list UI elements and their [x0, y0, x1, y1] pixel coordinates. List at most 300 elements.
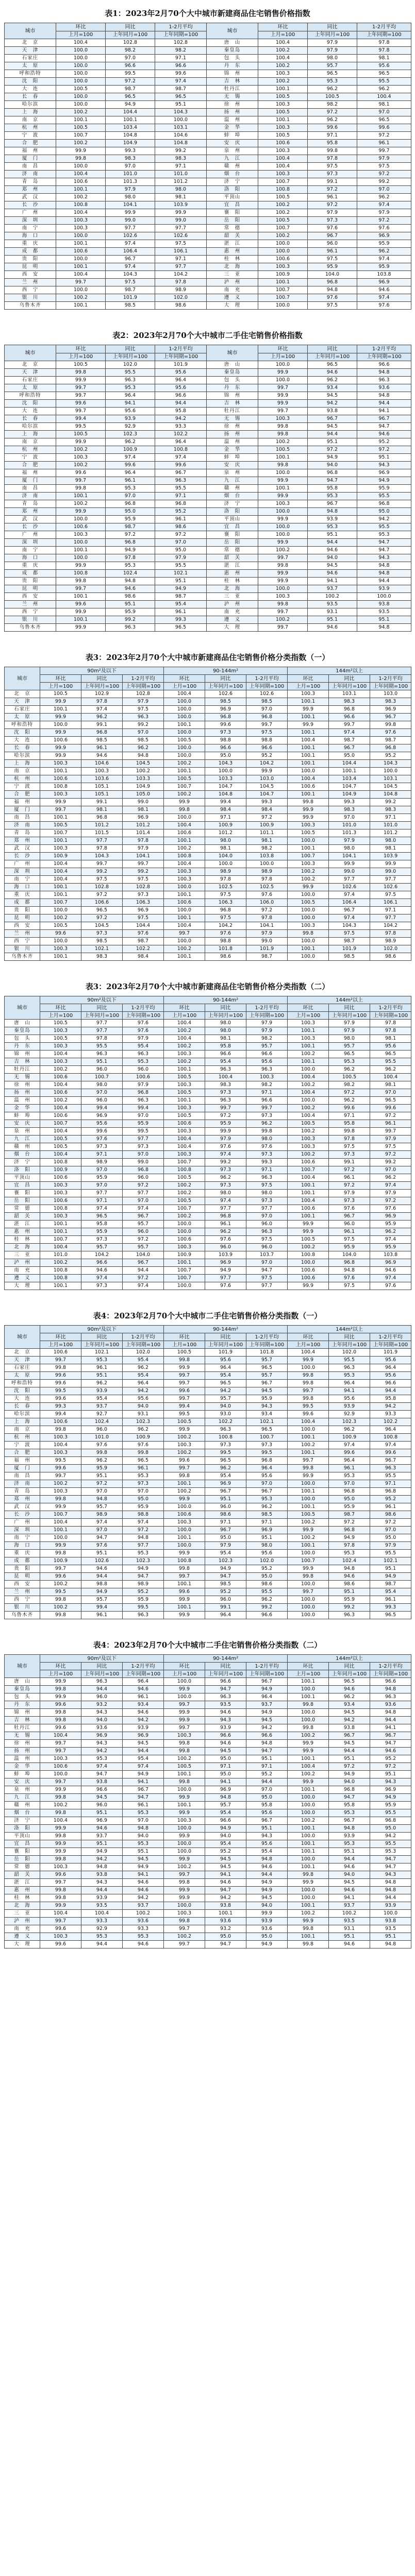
header-base-avg: 上年同期=100 — [357, 31, 411, 39]
value-cell: 96.0 — [81, 1693, 123, 1701]
table-row — [5, 907, 411, 914]
value-cell: 100.0 — [288, 953, 329, 961]
value-cell: 97.0 — [357, 186, 411, 194]
value-cell: 102.9 — [81, 690, 123, 698]
value-cell: 97.8 — [370, 1027, 411, 1035]
header-metric: 环比 — [164, 675, 205, 683]
index-table — [4, 667, 411, 961]
header-size-group: 90-144m² — [164, 667, 288, 675]
city-cell: 泸 州 — [5, 1918, 40, 1925]
header-metric: 1-2月平均 — [123, 1663, 164, 1670]
value-cell: 100.1 — [56, 263, 106, 271]
value-cell: 100.2 — [56, 109, 106, 116]
value-cell: 100.0 — [288, 1802, 329, 1809]
value-cell: 100.5 — [329, 1074, 370, 1081]
value-cell: 97.4 — [81, 1519, 123, 1527]
value-cell: 100.6 — [56, 248, 106, 256]
value-cell: 96.7 — [205, 1527, 246, 1534]
header-metric: 1-2月平均 — [370, 1333, 411, 1341]
city-cell: 泸 州 — [207, 279, 258, 286]
value-cell: 100.8 — [164, 1166, 205, 1174]
table-row — [5, 547, 411, 554]
value-cell: 97.9 — [329, 1027, 370, 1035]
value-cell: 94.0 — [329, 1871, 370, 1879]
value-cell: 100.3 — [164, 1519, 205, 1527]
value-cell: 98.7 — [155, 593, 207, 601]
header-metric: 同比 — [329, 1663, 370, 1670]
table-row — [5, 1748, 411, 1755]
value-cell: 96.2 — [370, 1174, 411, 1182]
value-cell: 96.9 — [123, 814, 164, 822]
value-cell: 106.3 — [123, 899, 164, 907]
value-cell: 99.3 — [370, 1604, 411, 1612]
table-row — [5, 845, 411, 853]
value-cell: 96.6 — [205, 744, 246, 752]
value-cell: 100.0 — [288, 1259, 329, 1267]
city-cell: 深 圳 — [5, 868, 40, 876]
value-cell: 95.5 — [106, 369, 155, 377]
value-cell: 97.0 — [81, 1182, 123, 1190]
value-cell: 101.0 — [370, 822, 411, 829]
value-cell: 93.9 — [357, 585, 411, 593]
value-cell: 97.2 — [329, 1166, 370, 1174]
city-cell: 吉 林 — [5, 1058, 40, 1066]
value-cell: 99.7 — [164, 1395, 205, 1403]
value-cell: 97.3 — [81, 1143, 123, 1151]
value-cell: 100.3 — [258, 101, 308, 109]
table-row — [5, 1380, 411, 1387]
table-title: 表3：2023年2月70个大中城市新建商品住宅销售价格分类指数（二） — [85, 982, 330, 991]
value-cell: 93.9 — [329, 1833, 370, 1840]
city-cell: 烟 台 — [5, 1809, 40, 1817]
value-cell: 100.4 — [40, 1151, 81, 1159]
value-cell: 94.1 — [205, 1871, 246, 1879]
header-size-group: 144m²以上 — [288, 1655, 411, 1663]
value-cell: 102.1 — [81, 1349, 123, 1357]
value-cell: 99.8 — [40, 1612, 81, 1619]
value-cell: 97.0 — [81, 1527, 123, 1534]
header-metric: 1-2月平均 — [246, 675, 288, 683]
value-cell: 104.4 — [329, 760, 370, 768]
value-cell: 96.7 — [329, 744, 370, 752]
value-cell: 100.0 — [258, 469, 308, 477]
city-cell: 太 原 — [5, 384, 56, 392]
value-cell: 97.9 — [106, 186, 155, 194]
city-cell: 西 安 — [5, 271, 56, 279]
value-cell: 94.7 — [246, 1267, 288, 1275]
value-cell: 100.0 — [288, 1887, 329, 1894]
value-cell: 100.4 — [288, 1174, 329, 1182]
value-cell: 98.0 — [329, 1035, 370, 1043]
value-cell: 97.4 — [123, 1519, 164, 1527]
value-cell: 96.7 — [308, 500, 357, 508]
value-cell: 95.3 — [81, 1357, 123, 1364]
value-cell: 104.2 — [81, 1251, 123, 1259]
value-cell: 93.8 — [370, 1918, 411, 1925]
value-cell: 99.9 — [288, 1748, 329, 1755]
value-cell: 93.5 — [308, 601, 357, 608]
value-cell: 99.9 — [56, 624, 106, 632]
value-cell: 102.8 — [123, 690, 164, 698]
value-cell: 97.1 — [246, 1519, 288, 1527]
table-row — [5, 853, 411, 860]
value-cell: 100.5 — [258, 132, 308, 140]
value-cell: 95.6 — [246, 1550, 288, 1557]
value-cell: 106.3 — [205, 899, 246, 907]
value-cell: 100.2 — [288, 1442, 329, 1449]
value-cell: 97.9 — [357, 209, 411, 217]
value-cell: 100.1 — [164, 1534, 205, 1542]
header-metric: 环比 — [288, 1333, 329, 1341]
value-cell: 95.5 — [81, 1043, 123, 1050]
value-cell: 95.5 — [370, 1809, 411, 1817]
value-cell: 96.6 — [81, 1259, 123, 1267]
value-cell: 95.0 — [205, 1534, 246, 1542]
value-cell: 97.8 — [155, 279, 207, 286]
value-cell: 100.6 — [40, 1197, 81, 1205]
value-cell: 96.0 — [246, 1221, 288, 1228]
value-cell: 96.0 — [123, 1066, 164, 1074]
value-cell: 96.8 — [246, 714, 288, 721]
value-cell: 95.1 — [357, 454, 411, 462]
value-cell: 96.1 — [329, 1174, 370, 1182]
value-cell: 99.8 — [258, 423, 308, 431]
table-row — [5, 1205, 411, 1213]
value-cell: 99.5 — [40, 1387, 81, 1395]
value-cell: 97.4 — [123, 1282, 164, 1290]
table-row — [5, 1182, 411, 1190]
value-cell: 93.9 — [205, 1724, 246, 1732]
city-cell: 贵 阳 — [5, 907, 40, 914]
value-cell: 97.6 — [205, 930, 246, 938]
value-cell: 101.0 — [106, 171, 155, 178]
table-title: 表2：2023年2月70个大中城市二手住宅销售价格指数 — [112, 331, 303, 340]
table-row — [5, 101, 411, 109]
value-cell: 97.0 — [81, 1488, 123, 1496]
value-cell: 95.1 — [155, 101, 207, 109]
value-cell: 94.8 — [81, 1863, 123, 1871]
city-cell: 烟 台 — [207, 171, 258, 178]
value-cell: 97.2 — [370, 1763, 411, 1771]
value-cell: 96.5 — [246, 1364, 288, 1372]
value-cell: 96.9 — [205, 706, 246, 714]
table-row — [5, 1565, 411, 1573]
value-cell: 94.5 — [123, 1740, 164, 1748]
table-row — [5, 1411, 411, 1418]
value-cell: 98.2 — [246, 1081, 288, 1089]
value-cell: 95.9 — [123, 1596, 164, 1604]
value-cell: 99.8 — [40, 1364, 81, 1372]
table-row — [5, 690, 411, 698]
value-cell: 97.8 — [106, 554, 155, 562]
value-cell: 98.8 — [246, 737, 288, 744]
value-cell: 97.4 — [81, 1275, 123, 1282]
index-table — [4, 23, 411, 310]
value-cell: 100.1 — [288, 1678, 329, 1686]
value-cell: 94.9 — [123, 1863, 164, 1871]
value-cell: 100.3 — [40, 1213, 81, 1221]
value-cell: 102.8 — [81, 884, 123, 891]
value-cell: 96.4 — [155, 377, 207, 384]
header-base: 上年同月=100 — [329, 1012, 370, 1020]
header-metric: 环比 — [164, 1004, 205, 1012]
value-cell: 95.7 — [81, 1244, 123, 1251]
city-cell: 南 昌 — [5, 1472, 40, 1480]
value-cell: 97.5 — [123, 706, 164, 714]
value-cell: 94.6 — [205, 1740, 246, 1748]
value-cell: 100.0 — [288, 914, 329, 922]
city-cell: 洛 阳 — [5, 1166, 40, 1174]
table-row — [5, 562, 411, 570]
value-cell: 102.0 — [123, 1349, 164, 1357]
value-cell: 98.8 — [205, 737, 246, 744]
value-cell: 97.3 — [246, 1197, 288, 1205]
table-row — [5, 1159, 411, 1166]
value-cell: 99.6 — [40, 1380, 81, 1387]
header-base: 上年同期=100 — [246, 1670, 288, 1678]
value-cell: 100.4 — [40, 1519, 81, 1527]
value-cell: 102.2 — [205, 1418, 246, 1426]
value-cell: 98.7 — [123, 938, 164, 945]
city-cell: 广 州 — [5, 1519, 40, 1527]
value-cell: 94.6 — [81, 1267, 123, 1275]
value-cell: 97.1 — [155, 163, 207, 171]
value-cell: 96.7 — [246, 1817, 288, 1825]
value-cell: 95.0 — [246, 1933, 288, 1941]
value-cell: 100.4 — [164, 1136, 205, 1143]
value-cell: 94.6 — [246, 1863, 288, 1871]
value-cell: 100.5 — [56, 124, 106, 132]
value-cell: 96.2 — [205, 1174, 246, 1182]
value-cell: 99.7 — [164, 1941, 205, 1948]
city-cell: 赣 州 — [207, 163, 258, 171]
value-cell: 97.7 — [123, 1190, 164, 1197]
value-cell: 96.8 — [106, 500, 155, 508]
city-cell: 长 沙 — [5, 853, 40, 860]
header-base-avg: 上年同期=100 — [155, 353, 207, 361]
table-row — [5, 1442, 411, 1449]
value-cell: 94.8 — [370, 1686, 411, 1693]
value-cell: 97.2 — [329, 1519, 370, 1527]
value-cell: 97.1 — [155, 55, 207, 62]
value-cell: 94.0 — [81, 1717, 123, 1724]
city-cell: 大 连 — [5, 408, 56, 415]
value-cell: 95.4 — [205, 1809, 246, 1817]
table-row — [5, 822, 411, 829]
city-cell: 常 德 — [5, 1205, 40, 1213]
table-row — [5, 1244, 411, 1251]
value-cell: 97.5 — [246, 1236, 288, 1244]
value-cell: 99.9 — [205, 1128, 246, 1136]
city-cell: 温 州 — [207, 438, 258, 446]
value-cell: 93.8 — [329, 1724, 370, 1732]
value-cell: 106.1 — [370, 899, 411, 907]
value-cell: 93.9 — [123, 1724, 164, 1732]
value-cell: 96.6 — [205, 1732, 246, 1740]
city-cell: 石家庄 — [5, 55, 56, 62]
value-cell: 96.2 — [81, 1457, 123, 1465]
value-cell: 99.9 — [40, 1786, 81, 1794]
value-cell: 99.9 — [258, 369, 308, 377]
value-cell: 96.2 — [123, 1426, 164, 1434]
table-row — [5, 86, 411, 93]
value-cell: 100.3 — [164, 1128, 205, 1136]
table-row — [5, 624, 411, 632]
value-cell: 101.3 — [329, 829, 370, 837]
value-cell: 99.7 — [56, 585, 106, 593]
city-cell: 贵 阳 — [5, 578, 56, 585]
value-cell: 100.4 — [357, 93, 411, 101]
value-cell: 96.6 — [370, 1380, 411, 1387]
city-cell: 南 昌 — [5, 814, 40, 822]
value-cell: 94.2 — [123, 1717, 164, 1724]
value-cell: 100.2 — [288, 868, 329, 876]
table-row — [5, 163, 411, 171]
value-cell: 97.2 — [81, 914, 123, 922]
city-cell: 宁 波 — [5, 1442, 40, 1449]
header-base: 上年同期=100 — [370, 1012, 411, 1020]
value-cell: 100.7 — [164, 1205, 205, 1213]
header-metric: 环比 — [288, 1663, 329, 1670]
value-cell: 94.8 — [246, 1856, 288, 1863]
value-cell: 95.0 — [246, 1573, 288, 1581]
value-cell: 97.6 — [81, 1136, 123, 1143]
value-cell: 100.1 — [288, 1863, 329, 1871]
value-cell: 99.8 — [288, 1372, 329, 1380]
header-city: 城市 — [5, 1655, 40, 1678]
table-row — [5, 1197, 411, 1205]
value-cell: 95.5 — [155, 485, 207, 493]
header-metric: 同比 — [205, 1663, 246, 1670]
value-cell: 93.9 — [81, 1387, 123, 1395]
value-cell: 100.3 — [164, 1910, 205, 1918]
table-row — [5, 39, 411, 47]
table-row — [5, 1074, 411, 1081]
value-cell: 99.2 — [246, 1604, 288, 1612]
value-cell: 97.1 — [205, 814, 246, 822]
value-cell: 95.8 — [155, 408, 207, 415]
value-cell: 102.3 — [329, 1418, 370, 1426]
value-cell: 95.4 — [123, 1755, 164, 1763]
header-base: 上年同期=100 — [123, 1341, 164, 1349]
value-cell: 100.0 — [164, 884, 205, 891]
table-title: 表3：2023年2月70个大中城市新建商品住宅销售价格分类指数（一） — [85, 653, 330, 662]
value-cell: 96.5 — [370, 1097, 411, 1105]
value-cell: 100.6 — [258, 140, 308, 147]
value-cell: 94.3 — [246, 1833, 288, 1840]
header-size-group: 90m²及以下 — [40, 667, 164, 675]
city-cell: 金 华 — [207, 124, 258, 132]
header-base: 上月=100 — [288, 683, 329, 690]
value-cell: 93.9 — [308, 516, 357, 523]
city-cell: 韶 关 — [207, 232, 258, 240]
header-base: 上年同月=100 — [329, 1341, 370, 1349]
value-cell: 96.0 — [205, 1596, 246, 1604]
value-cell: 95.9 — [357, 240, 411, 248]
city-cell: 温 州 — [5, 1097, 40, 1105]
value-cell: 100.3 — [40, 1182, 81, 1190]
city-cell: 石家庄 — [5, 1364, 40, 1372]
value-cell: 97.6 — [123, 1020, 164, 1027]
value-cell: 100.3 — [164, 876, 205, 884]
table-section — [0, 0, 415, 322]
value-cell: 99.8 — [40, 1496, 81, 1503]
value-cell: 94.2 — [81, 1856, 123, 1863]
header-metric: 1-2月平均 — [370, 1004, 411, 1012]
city-cell: 宁 波 — [5, 783, 40, 791]
value-cell: 100.1 — [288, 744, 329, 752]
table-row — [5, 1058, 411, 1066]
value-cell: 97.6 — [205, 1143, 246, 1151]
value-cell: 95.9 — [370, 1221, 411, 1228]
city-cell: 吉 林 — [207, 78, 258, 86]
value-cell: 97.5 — [370, 891, 411, 899]
value-cell: 100.0 — [288, 907, 329, 914]
value-cell: 96.4 — [205, 1612, 246, 1619]
value-cell: 95.7 — [308, 62, 357, 70]
value-cell: 97.3 — [246, 1442, 288, 1449]
value-cell: 95.9 — [205, 1120, 246, 1128]
value-cell: 99.9 — [164, 1833, 205, 1840]
value-cell: 95.3 — [123, 1058, 164, 1066]
value-cell: 100.4 — [40, 1081, 81, 1089]
table-row — [5, 775, 411, 783]
value-cell: 99.8 — [81, 1449, 123, 1457]
value-cell: 97.7 — [329, 876, 370, 884]
value-cell: 101.2 — [205, 829, 246, 837]
value-cell: 106.4 — [106, 248, 155, 256]
value-cell: 100.1 — [164, 1802, 205, 1809]
value-cell: 97.1 — [246, 1089, 288, 1097]
value-cell: 96.2 — [106, 438, 155, 446]
value-cell: 97.9 — [246, 930, 288, 938]
value-cell: 100.1 — [288, 1058, 329, 1066]
value-cell: 95.3 — [123, 1550, 164, 1557]
value-cell: 94.6 — [123, 1709, 164, 1717]
value-cell: 100.8 — [40, 1159, 81, 1166]
value-cell: 99.8 — [56, 485, 106, 493]
value-cell: 97.5 — [155, 240, 207, 248]
value-cell: 97.2 — [329, 1182, 370, 1190]
value-cell: 96.7 — [357, 415, 411, 423]
value-cell: 99.0 — [123, 1159, 164, 1166]
value-cell: 96.6 — [155, 62, 207, 70]
table-row — [5, 1120, 411, 1128]
value-cell: 99.6 — [357, 124, 411, 132]
city-cell: 金 华 — [5, 1105, 40, 1112]
value-cell: 100.2 — [164, 1755, 205, 1763]
value-cell: 94.5 — [308, 423, 357, 431]
value-cell: 101.9 — [106, 294, 155, 302]
value-cell: 100.1 — [288, 1786, 329, 1794]
city-cell: 合 肥 — [5, 462, 56, 469]
value-cell: 96.6 — [106, 62, 155, 70]
value-cell: 97.2 — [246, 907, 288, 914]
table-row — [5, 945, 411, 953]
value-cell: 94.5 — [329, 1879, 370, 1887]
table-row — [5, 1550, 411, 1557]
header-metric: 1-2月平均 — [123, 1333, 164, 1341]
value-cell: 98.6 — [370, 1511, 411, 1519]
value-cell: 100.0 — [164, 744, 205, 752]
value-cell: 105.1 — [81, 783, 123, 791]
value-cell: 95.3 — [329, 1840, 370, 1848]
value-cell: 96.1 — [370, 1596, 411, 1604]
city-cell: 桂 林 — [207, 578, 258, 585]
value-cell: 97.3 — [205, 1442, 246, 1449]
value-cell: 99.9 — [56, 377, 106, 384]
table-row — [5, 454, 411, 462]
